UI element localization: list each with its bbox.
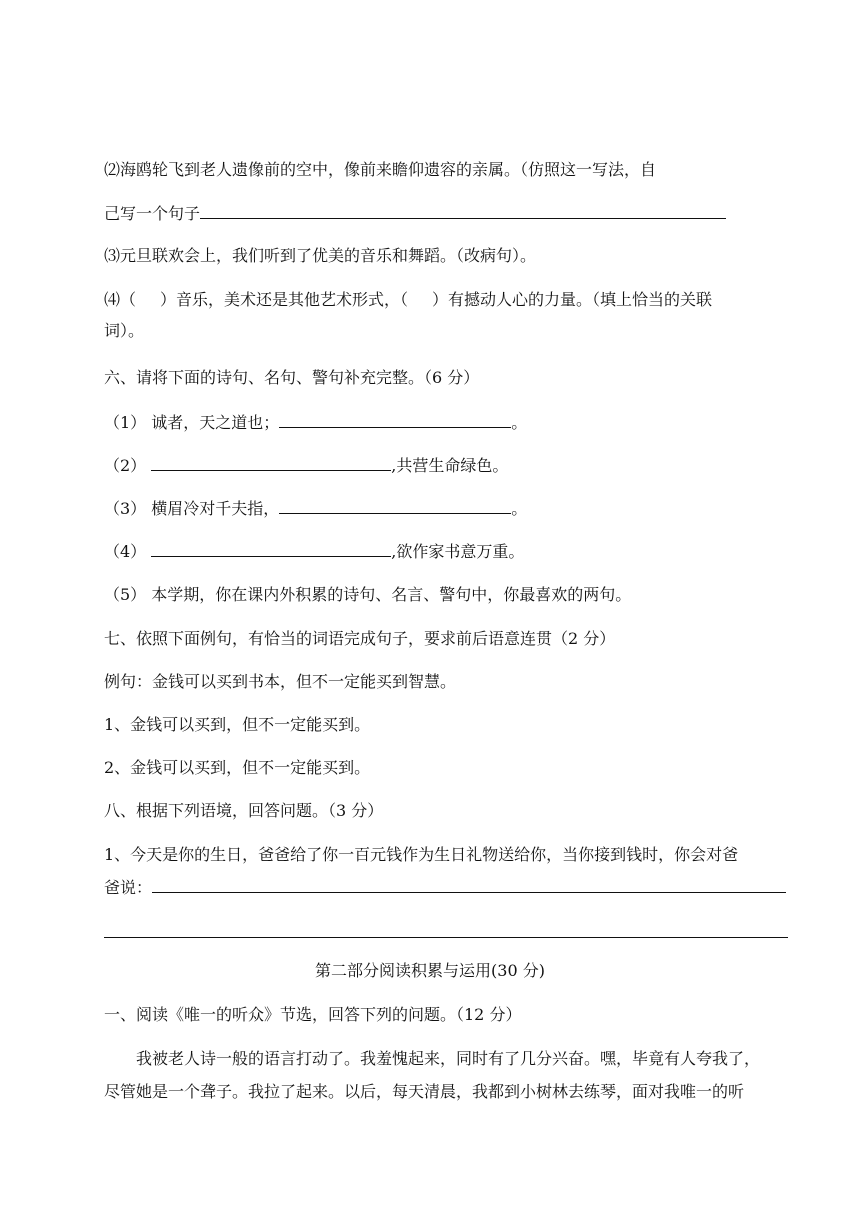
item1-number: （1） [104,413,147,432]
section8-heading: 八、根据下列语境，回答问题。（3 分） [104,801,384,820]
section7-item2: 2、金钱可以买到，但不一定能买到。 [104,758,371,777]
item5-number: （5） [104,585,147,604]
section6-item5 [104,584,631,606]
item2-suffix: ,共营生命绿色。 [391,456,509,475]
item4-number: （4） [104,542,147,561]
q4-part-b: ）音乐，美术还是其他艺术形式，（ [160,290,409,309]
item3-number: （3） [104,499,147,518]
section8-item1-line2 [104,876,786,899]
section6-item3 [104,497,527,520]
section6-item2 [104,454,508,477]
section6-item1 [104,411,527,434]
q2-line2 [104,202,726,225]
section7-example: 例句：金钱可以买到书本，但不一定能买到智慧。 [104,672,457,691]
q4-part-c: ）有撼动人心的力量。（填上恰当的关联 [432,290,713,309]
q4-line2: 词）。 [104,321,145,340]
section7-heading: 七、依照下面例句，有恰当的词语完成句子，要求前后语意连贯（2 分） [104,629,616,648]
item1-answer-blank[interactable] [279,411,511,428]
item1-prefix: 诚者，天之道也； [151,413,280,432]
item3-answer-blank[interactable] [279,497,511,514]
part2-title: 第二部分阅读积累与运用(30 分) [315,961,545,980]
part2-q1-heading: 一、阅读《唯一的听众》节选，回答下列的问题。（12 分） [104,1005,522,1024]
q2-answer-blank[interactable] [200,202,726,219]
item5-text: 本学期，你在课内外积累的诗句、名言、警句中，你最喜欢的两句。 [151,585,632,604]
section8-answer-blank[interactable] [152,876,786,893]
section7-item1: 1、金钱可以买到，但不一定能买到。 [104,715,371,734]
item4-answer-blank[interactable] [151,540,391,557]
section6-heading: 六、请将下面的诗句、名句、警句补充完整。（6 分） [104,368,480,387]
q3-text: ⑶元旦联欢会上，我们听到了优美的音乐和舞蹈。（改病句）。 [104,246,537,265]
q2-line1: ⑵海鸥轮飞到老人遗像前的空中，像前来瞻仰遗容的亲属。（仿照这一写法，自 [104,160,657,179]
item2-number: （2） [104,456,147,475]
q2-prompt: 己写一个句子 [104,204,201,223]
answer-line[interactable] [104,937,788,938]
item2-answer-blank[interactable] [151,454,391,471]
item1-suffix: 。 [511,413,528,432]
q4-part-a: ⑷（ [104,290,137,309]
passage-line1: 我被老人诗一般的语言打动了。我羞愧起来，同时有了几分兴奋。嘿，毕竟有人夸我了， [136,1049,761,1068]
item3-prefix: 横眉冷对千夫指， [151,499,280,518]
section8-item1-line1: 1、今天是你的生日，爸爸给了你一百元钱作为生日礼物送给你，当你接到钱时，你会对爸 [104,845,739,864]
item1-prompt: 爸说： [104,878,153,897]
passage-line2: 尽管她是一个聋子。我拉了起来。以后，每天清晨，我都到小树林去练琴，面对我唯一的听 [104,1082,745,1101]
item3-suffix: 。 [511,499,528,518]
item4-suffix: ,欲作家书意万重。 [391,542,525,561]
section6-item4 [104,540,524,563]
q4-line1 [104,289,712,311]
